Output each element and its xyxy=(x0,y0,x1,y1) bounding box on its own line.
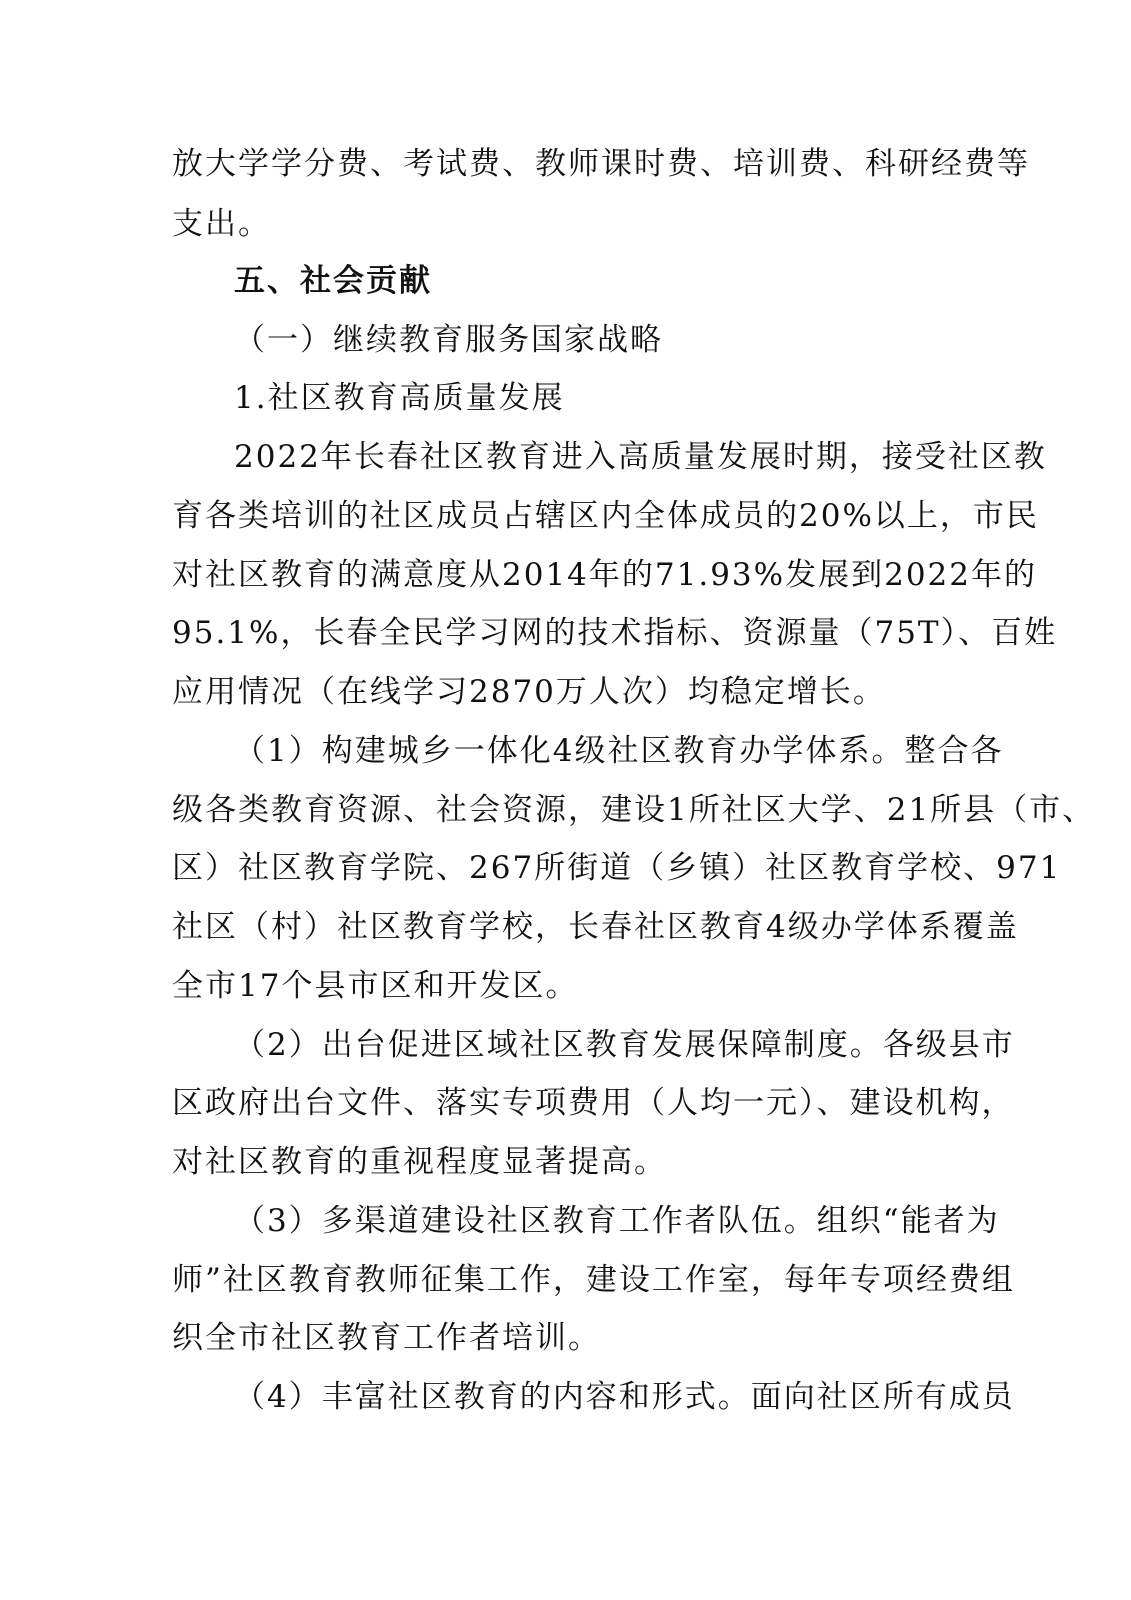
item-heading: 1.社区教育高质量发展 xyxy=(234,380,565,416)
body-line: （2）出台促进区域社区教育发展保障制度。各级县市 xyxy=(234,1027,1015,1063)
body-line: 2022年长春社区教育进入高质量发展时期，接受社区教 xyxy=(234,439,1047,475)
body-line: 对社区教育的重视程度显著提高。 xyxy=(172,1144,667,1180)
body-line: 师”社区教育教师征集工作，建设工作室，每年专项经费组 xyxy=(172,1262,1015,1298)
body-line: 支出。 xyxy=(172,206,271,242)
body-line: 社区（村）社区教育学校，长春社区教育4级办学体系覆盖 xyxy=(172,909,1019,945)
subsection-heading: （一）继续教育服务国家战略 xyxy=(234,322,663,358)
body-line: 级各类教育资源、社会资源，建设1所社区大学、21所县（市、 xyxy=(172,792,1096,828)
body-line: 对社区教育的满意度从2014年的71.93%发展到2022年的 xyxy=(172,557,1037,593)
body-line: 全市17个县市区和开发区。 xyxy=(172,968,579,1004)
body-line: （1）构建城乡一体化4级社区教育办学体系。整合各 xyxy=(234,733,1004,769)
body-line: 育各类培训的社区成员占辖区内全体成员的20%以上，市民 xyxy=(172,498,1039,534)
section-heading: 五、社会贡献 xyxy=(234,263,432,299)
body-line: （4）丰富社区教育的内容和形式。面向社区所有成员 xyxy=(234,1379,1015,1415)
body-line: （3）多渠道建设社区教育工作者队伍。组织“能者为 xyxy=(234,1203,1000,1239)
body-line: 应用情况（在线学习2870万人次）均稳定增长。 xyxy=(172,674,886,710)
body-line: 放大学学分费、考试费、教师课时费、培训费、科研经费等 xyxy=(172,146,1030,182)
body-line: 区）社区教育学院、267所街道（乡镇）社区教育学校、971 xyxy=(172,850,1062,886)
body-line: 95.1%，长春全民学习网的技术指标、资源量（75T）、百姓 xyxy=(172,615,1058,651)
body-line: 织全市社区教育工作者培训。 xyxy=(172,1320,601,1356)
body-line: 区政府出台文件、落实专项费用（人均一元）、建设机构， xyxy=(172,1085,1015,1121)
